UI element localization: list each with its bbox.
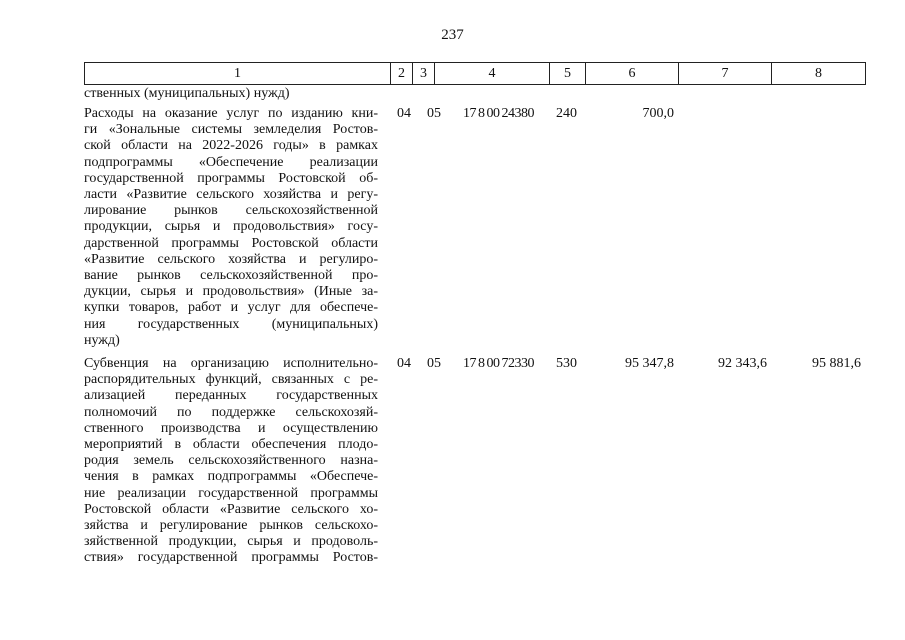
description-line: ализацией переданных государственных — [84, 388, 378, 404]
description-line: ги «Зональные системы земледелия Ростов- — [84, 122, 378, 138]
continuation-text — [84, 86, 378, 102]
column-header-2: 2 — [391, 63, 413, 85]
section-code: 04 — [397, 106, 411, 121]
target-article-code: 17 8 00 24380 — [463, 106, 534, 121]
column-header-7: 7 — [679, 63, 772, 85]
amount-col-8: 95 881,6 — [812, 356, 861, 371]
description-line: государственной программы Ростовской об- — [84, 170, 378, 186]
column-header-4: 4 — [435, 63, 550, 85]
description-line: дарственной программы Ростовской области — [84, 235, 378, 251]
section-code: 04 — [397, 356, 411, 371]
continuation-line: ственных (муниципальных) нужд) — [84, 86, 290, 101]
amount-col-7: 92 343,6 — [718, 356, 767, 371]
amount-col-6: 700,0 — [642, 106, 674, 121]
subsection-code: 05 — [427, 106, 441, 121]
description-line: купки товаров, работ и услуг для обеспече- — [84, 300, 378, 316]
column-header-table — [84, 62, 866, 85]
description-line: подпрограммы «Обеспечение реализации — [84, 154, 378, 170]
description-line: Ростовской области «Развитие сельского хо- — [84, 501, 378, 517]
expense-type-code: 530 — [556, 356, 577, 371]
description-line: ние реализации государственной программы — [84, 485, 378, 501]
description-line: вание рынков сельскохозяйственной про- — [84, 268, 378, 284]
description-line: нужд) — [84, 332, 120, 348]
column-header-8: 8 — [772, 63, 866, 85]
column-header-6: 6 — [586, 63, 679, 85]
column-header-row — [85, 63, 866, 85]
description-line: дукции, сырья и продовольствия» (Иные за- — [84, 284, 378, 300]
description-line: ласти «Развитие сельского хозяйства и регу- — [84, 187, 378, 203]
column-header-5: 5 — [550, 63, 586, 85]
continuation-row — [84, 86, 866, 102]
column-header-3: 3 — [413, 63, 435, 85]
description-line: Субвенция на организацию исполнительно- — [84, 356, 378, 371]
table-row — [84, 356, 866, 568]
row-description — [84, 106, 378, 349]
target-article-code: 17 8 00 72330 — [463, 356, 534, 371]
description-line: распорядительных функций, связанных с ре- — [84, 372, 378, 388]
description-line: ствия» государственной программы Ростов- — [84, 550, 378, 566]
amount-col-6: 95 347,8 — [625, 356, 674, 371]
description-line: продукции, сырья и продовольствия» госу- — [84, 219, 378, 235]
table-row — [84, 106, 866, 353]
description-line: «Развитие сельского хозяйства и регулиро- — [84, 251, 378, 267]
description-line: мероприятий в области обеспечения плодо- — [84, 437, 378, 453]
description-line: родия земель сельскохозяйственного назна- — [84, 453, 378, 469]
description-line: зяйства и регулирование рынков сельскохо- — [84, 518, 378, 534]
description-line: ственного производства и осуществлению — [84, 420, 378, 436]
description-line: чения в рамках подпрограммы «Обеспече- — [84, 469, 378, 485]
table-body — [84, 86, 866, 568]
description-line: Расходы на оказание услуг по изданию кни- — [84, 106, 378, 121]
description-line: ской области на 2022-2026 годы» в рамках — [84, 138, 378, 154]
description-line: лирование рынков сельскохозяйственной — [84, 203, 378, 219]
description-line: полномочий по поддержке сельскохозяй- — [84, 404, 378, 420]
description-line: зяйственной продукции, сырья и продоволь- — [84, 534, 378, 550]
subsection-code: 05 — [427, 356, 441, 371]
page-number: 237 — [441, 27, 464, 43]
expense-type-code: 240 — [556, 106, 577, 121]
description-line: ния государственных (муниципальных) — [84, 316, 378, 332]
column-header-1: 1 — [85, 63, 391, 85]
row-description — [84, 356, 378, 567]
